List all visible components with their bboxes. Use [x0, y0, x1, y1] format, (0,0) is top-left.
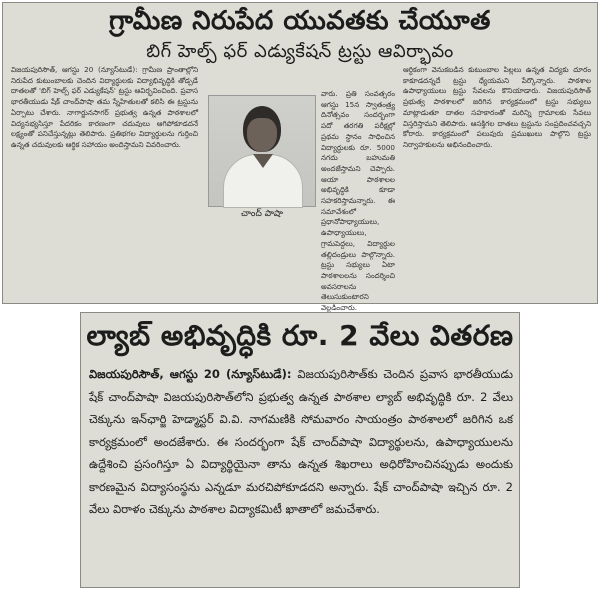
- article-column-3: ఆర్థికంగా వెనుకబడిన కుటుంబాల పిల్లలు ఉన్నత విద్యకు దూరం కాకూడదన్నదే ట్రస్టు ధ్యేయమని పేర్కొన్నారు. పాఠశాల ఉపాధ్యాయులు ట్రస్టు సేవలను కొనియాడారు. విజయపురిసౌత్ ప్రభుత్వ పాఠశాలలో జరిగిన కార్యక్రమంలో ట్రస్టు సభ్యులు మాట్లాడుతూ దాతల సహకారంతో మరిన్ని గ్రామాలకు సేవలు విస్తరిస్తామని తెలిపారు. ఆసక్తిగల దాతలు ట్రస్టును సంప్రదించవచ్చని కోరారు. కార్యక్రమంలో పలువురు ప్రముఖులు పాల్గొని ట్రస్టు నిర్వాహకులను అభినందించారు.: [403, 65, 591, 149]
- article-body: [89, 363, 513, 585]
- newspaper-clipping-top: [2, 2, 598, 313]
- clipping-subheadline: బిగ్ హెల్ప్ ఫర్ ఎడ్యుకేషన్ ట్రస్టు ఆవిర్భావం: [146, 41, 454, 62]
- clipping-headline: గ్రామీణ నిరుపేద యువతకు చేయూత: [109, 6, 491, 36]
- article-column-1: విజయపురిసౌత్, ఆగస్టు 20 (న్యూస్‌టుడే): గ్రామీణ ప్రాంతాల్లోని నిరుపేద కుటుంబాలకు చెందిన విద్యార్థులకు విద్యాభివృద్ధికి తోడ్పడే దాతలతో 'బిగ్ హెల్ప్ ఫర్ ఎడ్యుకేషన్' ట్రస్టు ఆవిర్భవించింది. ప్రవాస భారతీయుడు షేక్ చాంద్‌పాషా తమ స్నేహితులతో కలిసి ఈ ట్రస్టును ఏర్పాటు చేశారు. నాగార్జునసాగర్ ప్రభుత్వ ఉన్నత పాఠశాలలో విద్యనభ్యసిస్తూ పేదరికం కారణంగా చదువులు ఆగిపోకూడదనే లక్ష్యంతో పనిచేస్తున్నట్లు తెలిపారు. ప్రతిభగల విద్యార్థులను గుర్తించి ఉన్నత చదువులకు ఆర్థిక సహాయం అందిస్తామని వివరించారు.: [11, 65, 198, 149]
- newspaper-clipping-bottom: [80, 312, 520, 588]
- portrait-photo: [208, 95, 316, 207]
- photo-caption: చాంద్ పాషా: [241, 209, 283, 219]
- article-dateline: విజయపురిసౌత్, ఆగస్టు 20 (న్యూస్‌టుడే):: [89, 367, 292, 381]
- article-text: విజయపురిసౌత్‌కు చెందిన ప్రవాస భారతీయుడు షేక్ చాంద్‌పాషా విజయపురిసౌత్‌లోని ప్రభుత్వ ఉన్నత పాఠశాల ల్యాబ్ అభివృద్ధికి రూ. 2 వేలు చెక్కును ఇన్‌ఛార్జి హెడ్మాస్టర్ వి.వి. నాగమణికి సోమవారం సాయంత్రం పాఠశాలలో జరిగిన ఒక కార్యక్రమంలో అందజేశారు. ఈ సందర్భంగా షేక్ చాంద్‌పాషా విద్యార్థులను, ఉపాధ్యాయులను ఉద్దేశించి ప్రసంగిస్తూ ఏ విద్యార్థియైనా తాను ఉన్నత శిఖరాలు అధిరోహించినప్పుడు అందుకు కారణమైన విద్యాసంస్థను ఎన్నడూ మరచిపోకూడదని అన్నారు. షేక్ చాంద్‌పాషా ఇచ్చిన రూ. 2 వేలు విరాళం చెక్కును పాఠశాల విద్యాకమిటీ ఖాతాలో జమచేశారు.: [89, 367, 514, 516]
- clipping-headline: ల్యాబ్ అభివృద్ధికి రూ. 2 వేలు వితరణ: [86, 319, 514, 352]
- article-column-2-text: వారు. ప్రతి సంవత్సరం ఆగస్టు 15న స్వాతంత్ర్య దినోత్సవం సందర్భంగా పదో తరగతి పరీక్షల్లో ప్రథమ స్థానం సాధించిన విద్యార్థులకు రూ. 5000 నగదు బహుమతి అందజేస్తామని చెప్పారు. ఆయా పాఠశాలల అభివృద్ధికి కూడా సహకరిస్తామన్నారు. ఈ సమావేశంలో ప్రధానోపాధ్యాయులు, ఉపాధ్యాయులు, గ్రామపెద్దలు, విద్యార్థుల తల్లిదండ్రులు పాల్గొన్నారు. ట్రస్టు సభ్యులు ఏటా పాఠశాలలను సందర్శించి అవసరాలను తెలుసుకుంటారని వెల్లడించారు.: [321, 89, 395, 313]
- portrait-face: [247, 118, 277, 152]
